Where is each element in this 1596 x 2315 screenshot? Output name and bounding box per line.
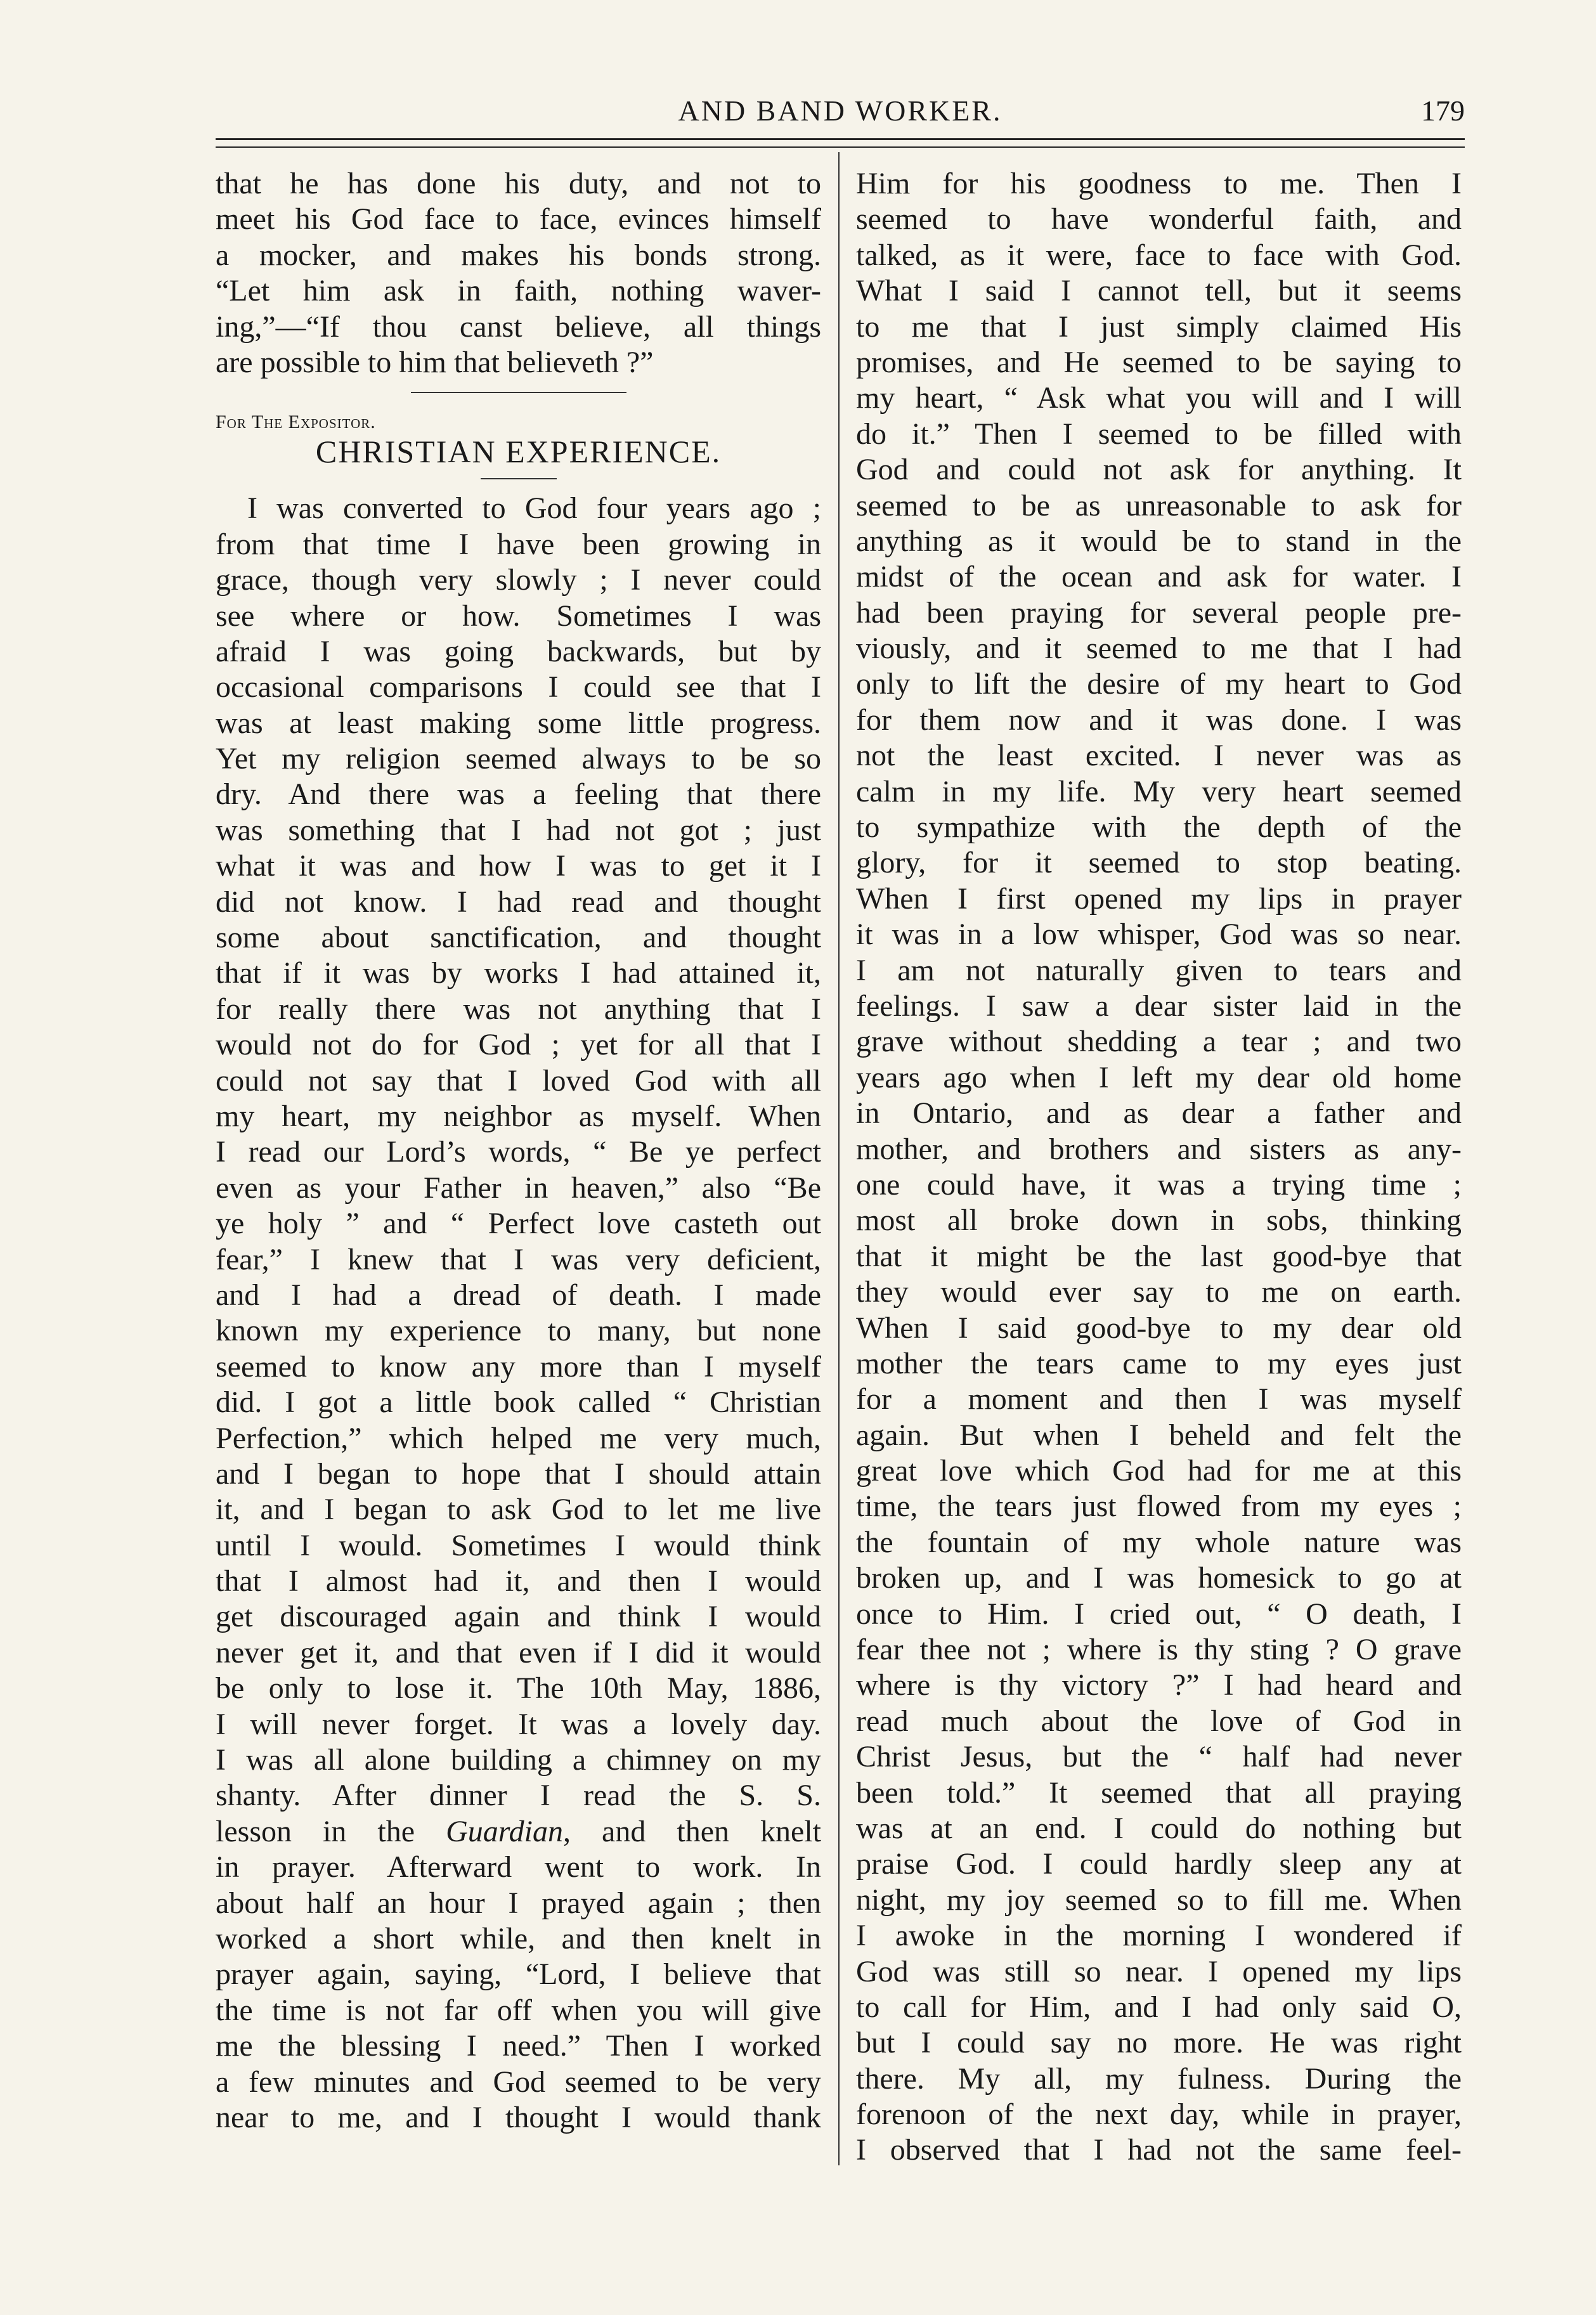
text-line: again. But when I beheld and felt the [856,1418,1462,1452]
text-line: midst of the ocean and ask for water. I [856,560,1462,594]
text-line: until I would. Sometimes I would think [216,1528,821,1562]
text-line: When I said good-bye to my dear old [856,1311,1462,1345]
text-line: mother, and brothers and sisters as any- [856,1132,1462,1166]
text-line: Perfection,” which helped me very much, [216,1421,821,1455]
text-line: only to lift the desire of my heart to God [856,667,1462,701]
page-number: 179 [1421,94,1465,127]
text-line: ye holy ” and “ Perfect love casteth out [216,1207,821,1241]
text-line: time, the tears just flowed from my eyes ; [856,1489,1462,1524]
text-line: fear thee not ; where is thy sting ? O grave [856,1633,1462,1667]
text-line: “Let him ask in faith, nothing waver- [216,274,821,308]
text-line: that if it was by works I had attained it, [216,956,821,990]
text-line: they would ever say to me on earth. [856,1275,1462,1309]
text-line: do it.” Then I seemed to be filled with [856,417,1462,451]
text-line: What I said I cannot tell, but it seems [856,274,1462,308]
text-line: in Ontario, and as dear a father and [856,1096,1462,1131]
text-line: I read our Lord’s words, “ Be ye perfect [216,1135,821,1169]
text-line: I awoke in the morning I wondered if [856,1919,1462,1953]
text-line: my heart, my neighbor as myself. When [216,1099,821,1133]
article-body-right [856,166,1462,2169]
running-head: AND BAND WORKER. [678,94,1002,127]
text-line: a mocker, and makes his bonds strong. [216,238,821,272]
text-line: would not do for God ; yet for all that I [216,1028,821,1062]
text-line: there. My all, my fulness. During the [856,2061,1462,2096]
text-line: be only to lose it. The 10th May, 1886, [216,1671,821,1706]
title-separator [481,478,557,479]
text-line: mother the tears came to my eyes just [856,1346,1462,1380]
right-column [856,166,1462,2169]
text-line: occasional comparisons I could see that I [216,670,821,704]
article-title: CHRISTIAN EXPERIENCE. [315,434,722,470]
text-line: shanty. After dinner I read the S. S. [216,1779,821,1813]
text-line: fear,” I knew that I was very deficient, [216,1242,821,1276]
text-line: it was in a low whisper, God was so near. [856,918,1462,952]
text-line: grave without shedding a tear ; and two [856,1025,1462,1059]
text-line: I am not naturally given to tears and [856,953,1462,987]
section-separator [411,392,626,393]
text-line: that I almost had it, and then I would [216,1564,821,1598]
text-line: never get it, and that even if I did it would [216,1635,821,1670]
text-line: God and could not ask for anything. It [856,453,1462,487]
text-line: even as your Father in heaven,” also “Be [216,1170,821,1205]
text-line: praise God. I could hardly sleep any at [856,1847,1462,1881]
text-line: a few minutes and God seemed to be very [216,2065,821,2099]
text-line: are possible to him that believeth ?” [216,345,654,379]
text-line: that he has done his duty, and not to [216,167,821,200]
text-line: but I could say no more. He was right [856,2026,1462,2060]
text-line: did not know. I had read and thought [216,885,821,919]
text-line: and I had a dread of death. I made [216,1278,821,1312]
text-line: calm in my life. My very heart seemed [856,774,1462,808]
text-line: the fountain of my whole nature was [856,1525,1462,1559]
text-line: to me that I just simply claimed His [856,309,1462,344]
text-line: seemed to know any more than I myself [216,1349,821,1384]
text-line: not the least excited. I never was as [856,739,1462,773]
text-line: When I first opened my lips in prayer [856,881,1462,916]
text-line: read much about the love of God in [856,1704,1462,1738]
text-line: was at an end. I could do nothing but [856,1811,1462,1845]
text-line: Yet my religion seemed always to be so [216,742,821,776]
text-line: Christ Jesus, but the “ half had never [856,1740,1462,1774]
text-line: to sympathize with the depth of the [856,810,1462,845]
text-line: worked a short while, and then knelt in [216,1921,821,1955]
text-line: could not say that I loved God with all [216,1063,821,1098]
column-divider [838,152,840,2165]
article-credit: For The Expositor. [216,412,376,433]
text-line: get discouraged again and think I would [216,1600,821,1634]
text-line: anything as it would be to stand in the [856,524,1462,558]
text-line: the time is not far off when you will give [216,1993,821,2027]
text-line: God was still so near. I opened my lips [856,1954,1462,1988]
text-line: what it was and how I was to get it I [216,849,821,883]
text-line: Him for his goodness to me. Then I [856,167,1462,200]
text-line: broken up, and I was homesick to go at [856,1561,1462,1595]
intro-paragraph [216,166,821,380]
text-line: for them now and it was done. I was [856,703,1462,737]
text-line: once to Him. I cried out, “ O death, I [856,1597,1462,1631]
text-line: talked, as it were, face to face with God. [856,238,1462,272]
text-line: seemed to be as unreasonable to ask for [856,488,1462,522]
text-line: some about sanctification, and thought [216,921,821,955]
text-line: feelings. I saw a dear sister laid in the [856,989,1462,1023]
text-line: most all broke down in sobs, thinking [856,1203,1462,1238]
text-line: see where or how. Sometimes I was [216,599,821,633]
text-line: night, my joy seemed so to fill me. When [856,1883,1462,1917]
text-line: promises, and He seemed to be saying to [856,345,1462,379]
text-line: I was converted to God four years ago ; [247,491,821,526]
text-line: known my experience to many, but none [216,1314,821,1348]
text-line: had been praying for several people pre- [856,595,1462,630]
text-line: forenoon of the next day, while in prayer, [856,2098,1462,2132]
text-line: about half an hour I prayed again ; then [216,1886,821,1920]
text-line: to call for Him, and I had only said O, [856,1990,1462,2024]
text-line: seemed to have wonderful faith, and [856,202,1462,237]
page-header [216,89,1465,133]
text-line: great love which God had for me at this [856,1454,1462,1488]
text-line: I will never forget. It was a lovely day. [216,1707,821,1741]
text-line: for a moment and then I was myself [856,1382,1462,1417]
text-line: years ago when I left my dear old home [856,1060,1462,1094]
text-line: I was all alone building a chimney on my [216,1743,821,1777]
text-line: afraid I was going backwards, but by [216,634,821,668]
text-line: in prayer. Afterward went to work. In [216,1850,821,1884]
text-line: been told.” It seemed that all praying [856,1775,1462,1810]
text-line: where is thy victory ?” I had heard and [856,1668,1462,1702]
text-line: from that time I have been growing in [216,527,821,561]
text-line: grace, though very slowly ; I never could [216,563,821,597]
text-line: me the blessing I need.” Then I worked [216,2029,821,2063]
text-line: was something that I had not got ; just [216,813,821,847]
text-line: my heart, “ Ask what you will and I will [856,381,1462,415]
text-line: for really there was not anything that I [216,992,821,1026]
text-line: prayer again, saying, “Lord, I believe that [216,1957,821,1992]
text-line: dry. And there was a feeling that there [216,777,821,812]
left-column [216,166,821,2136]
text-line: viously, and it seemed to me that I had [856,632,1462,666]
text-line: was at least making some little progress. [216,706,821,740]
text-line: one could have, it was a trying time ; [856,1167,1462,1202]
article-body-left [216,491,821,2136]
text-line: it, and I began to ask God to let me live [216,1493,821,1527]
text-line: and I began to hope that I should attain [216,1456,821,1491]
text-line: meet his God face to face, evinces himself [216,202,821,237]
text-line: I observed that I had not the same feel- [856,2133,1462,2167]
header-rule [216,138,1465,148]
text-line: near to me, and I thought I would thank [216,2100,821,2134]
text-line: lesson in the Guardian, and then knelt [216,1814,821,1848]
text-line: that it might be the last good-bye that [856,1239,1462,1273]
text-line: did. I got a little book called “ Christian [216,1385,821,1420]
text-line: glory, for it seemed to stop beating. [856,846,1462,880]
text-line: ing,”—“If thou canst believe, all things [216,309,821,344]
